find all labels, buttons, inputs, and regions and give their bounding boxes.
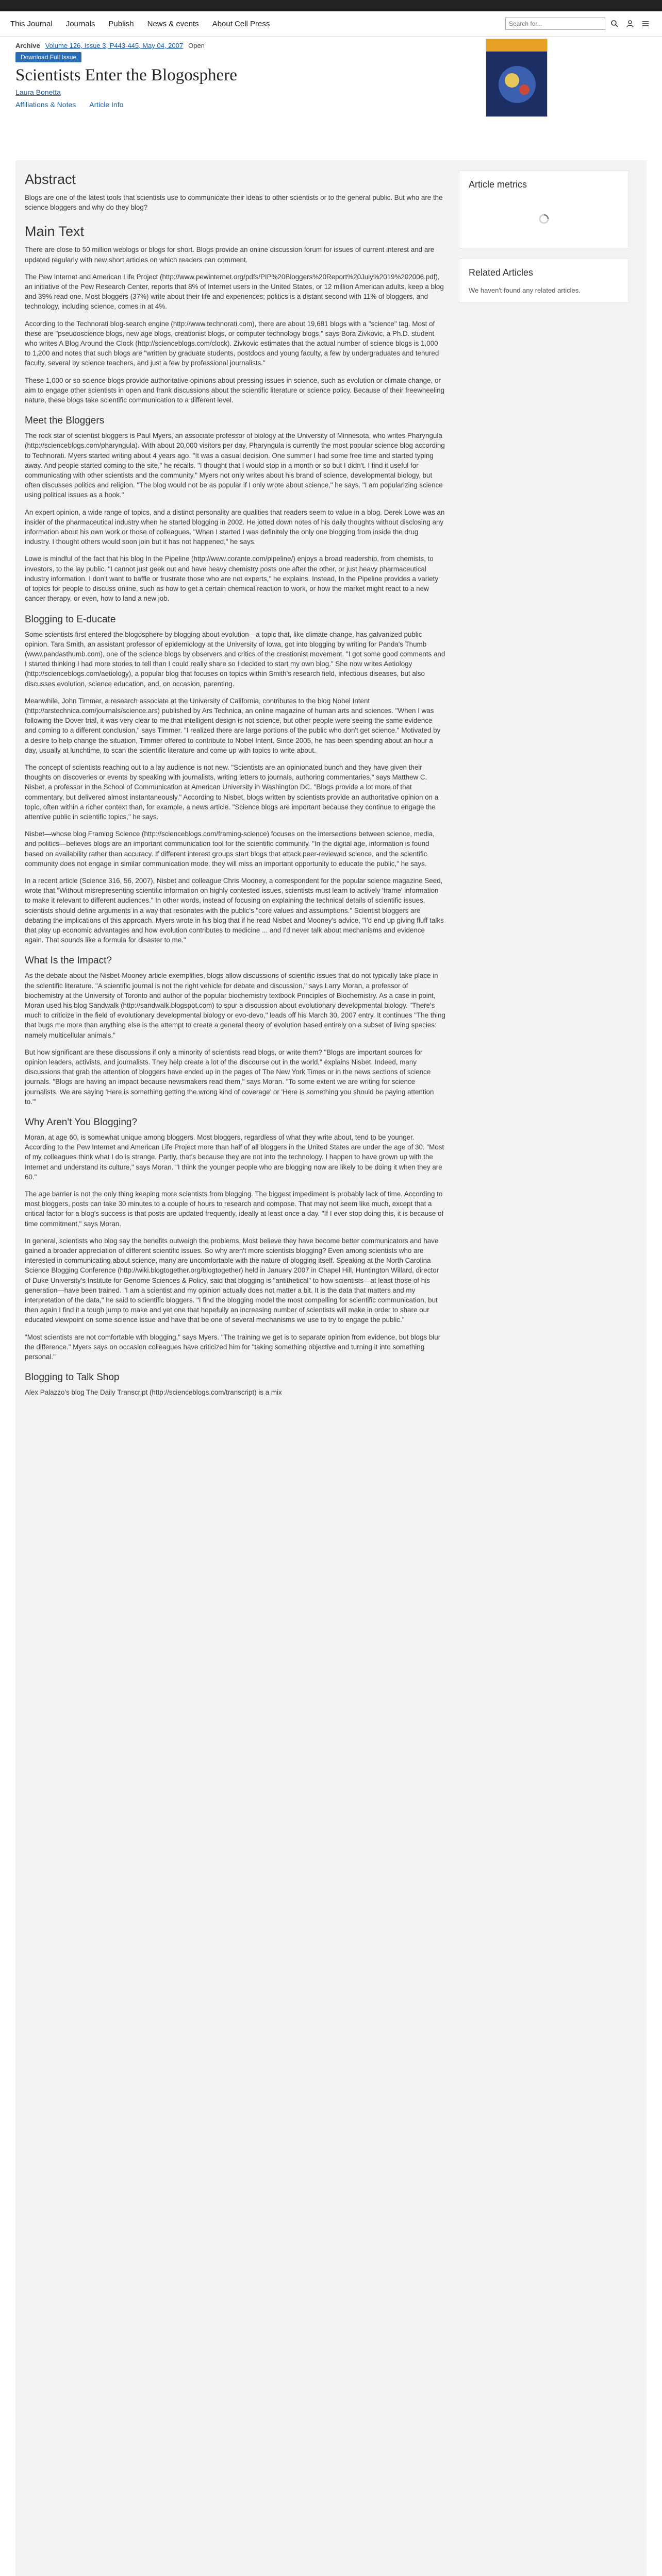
- header-dropdowns: [15, 100, 647, 109]
- search-icon[interactable]: [608, 18, 621, 30]
- article-body: [25, 160, 445, 2576]
- main-para: According to the Technorati blog-search engine (http://www.technorati.com), there are about 19,681 blogs with a "science" tag. Most of these are "pseudoscience blogs, new age blogs, creationist blogs, or computer technology blogs," says Bora Zivkovic, a Ph.D. student who writes A Blog Around the Clock (http://scienceblogs.com/clock). Zivkovic estimates that the actual number of science blogs is 1,000 to 1,200 and notes that such blogs are "written by graduate students, postdocs and young faculty, a few by undergraduates and tenured faculty, several by science teachers, and just a few by professional journalists.": [25, 319, 439, 367]
- section-para: Some scientists first entered the blogosphere by blogging about evolution—a topic that, like climate change, has galvanized public opinion. Tara Smith, an assistant professor of epidemiology at the University of Iowa, got into blogging by writing for Panda's Thumb (www.pandasthumb.com), one of the science blogs by observers and critics of the creationist movement. "I got some good comments and I started thinking I had more stories to tell than I could really share so I decided to start my own blog." She now writes Aetiology (http://scienceblogs.com/aetiology), a popular blog that focuses on topics within Smith's research field, infectious diseases, but also discusses evolution, science education, and, on occasion, parenting.: [25, 630, 445, 688]
- section-heading: Meet the Bloggers: [25, 415, 105, 427]
- menu-icon[interactable]: [639, 18, 652, 30]
- article-header: [0, 37, 662, 160]
- nav-publish[interactable]: Publish: [108, 19, 134, 28]
- section-para: The age barrier is not the only thing keeping more scientists from blogging. The biggest impediment is probably lack of time. According to most bloggers, posts can take 30 minutes to a couple of hours to research and compose. That may not seem like much, except that a critical factor for a blog's success is that posts are updated frequently, ideally at least once a day. "If I ever stop doing this, it is because of time commitment," says Moran.: [25, 1190, 444, 1228]
- search-input[interactable]: [505, 18, 605, 30]
- section-para: But how significant are these discussions if only a minority of scientists read blogs, or write them? "Blogs are important sources for opinion leaders, activists, and journalists. They help create a lot of the discourse out in the world," explains Nisbet. Indeed, many discussions that grab the attention of bloggers have ended up in the pages of The New York Times or in the news sections of science journals. "Blogs are having an impact because newsmakers read them," says Moran. "To some extent we are writing for science journalists. We are saying 'Here is something getting the wrong kind of coverage' or 'Here is something you should be paying attention to.'": [25, 1048, 434, 1106]
- section-para: An expert opinion, a wide range of topics, and a distinct personality are qualities that readers seem to value in a blog. Derek Lowe was an insider of the pharmaceutical industry when he started blogging in 2002. He jotted down notes of his daily thoughts without disclosing any information about his own work or those of colleagues. "When I started I was definitely the only one blogging from inside the drug industry. I thought others would soon join but it has not happened," he says.: [25, 508, 445, 546]
- abstract-text: Blogs are one of the latest tools that scientists use to communicate their ideas to other scientists or to the general public. But who are the science bloggers and why do they blog?: [25, 194, 443, 212]
- section-heading: Blogging to E-ducate: [25, 614, 116, 625]
- section-para: As the debate about the Nisbet-Mooney article exemplifies, blogs allow discussions of scientific issues that do not typically take place in the scientific literature. "A scientific journal is not the right vehicle for debate and discussion," says Larry Moran, a professor of biochemistry at the University of Toronto and author of the popular biochemistry textbook Principles of Biochemistry. As a case in point, Moran used his blog Sandwalk (http://sandwalk.blogspot.com) to spur a discussion about evolutionary developmental biology. "There's much to criticize in the field of evolutionary developmental biology or evo-devo," leads off his March 30, 2007 entry. It continues "The thing that bugs me more than anything else is the attempt to create a general theory of evolution based entirely on a subset of living species: namely multicellular animals.": [25, 972, 445, 1039]
- volume-link[interactable]: Volume 126, Issue 3, P443-445, May 04, 2007: [45, 42, 184, 49]
- download-wrap: [15, 53, 647, 62]
- user-icon[interactable]: [624, 18, 636, 30]
- section-para: Lowe is mindful of the fact that his blog In the Pipeline (http://www.corante.com/pipeline/) enjoys a broad readership, from chemists, to investors, to the lay public. "I cannot just geek out and have heavy chemistry posts one after the other, or just heavy pharmaceutical industry information. I don't want to baffle or frustrate those who are not experts," he explains. Instead, In the Pipeline provides a variety of topics for people to discuss online, such as how to get a certain chemical reaction to work, or how the market might react to a new cancer therapy, or even, how to land a new job.: [25, 555, 439, 603]
- section-para: Nisbet—whose blog Framing Science (http://scienceblogs.com/framing-science) focuses on the intersections between science, media, and politics—believes blogs are an important communication tool for the scientific community. "In the digital age, information is found based on availability rather than accuracy. If different interest groups start blogs that attack peer-reviewed science, and the scientific community does not engage in similar communication mode, they will miss an important opportunity to educate the public," he says.: [25, 830, 435, 868]
- section-para: Meanwhile, John Timmer, a research associate at the University of California, contributes to the blog Nobel Intent (http://arstechnica.com/journals/science.ars) published by Ars Technica, an online magazine of human arts and sciences. "When I was following the Dover trial, it was very clear to me that intelligent design is not science, but other people were seeing the same evidence and coming to a different conclusion," says Timmer. "I realized there are large portions of the public who don't get science." Motivated by a desire to help change the situation, Timmer offered to contribute to Nobel Intent. Since 2005, he has been spending about an hour a day, usually at lunchtime, to scan the scientific literature and come up with topics to write about.: [25, 697, 441, 754]
- nav-news-events[interactable]: News & events: [147, 19, 199, 28]
- article-title: Scientists Enter the Blogosphere: [15, 66, 237, 84]
- search-area: [505, 18, 652, 30]
- section-para: In general, scientists who blog say the benefits outweigh the problems. Most believe they have become better communicators and have gained a broader appreciation of different scientific issues. So why aren't more scientists blogging? Even among scientists who are interested in communicating about science, many are uncomfortable with the nature of blogging itself. Speaking at the North Carolina Science Blogging Conference (http://wiki.blogtogether.org/blogtogether) held in January 2007 in Chapel Hill, Huntington Willard, director of Duke University's Institute for Genome Sciences & Policy, said that blogging is "antithetical" to how scientists—at least those of his generation—have been trained. "I am a scientist and my opinion actually does not matter a bit. It is the data that matters and my interpretation of the data," he said to scientific bloggers. "I find the blogging model the most compelling for scientific communication, but then again I find it a tough jump to make and yet one that hopefully an increasing number of scientists will make in order to share our educated viewpoint on some science issue and have that be one of several mechanisms we use to try to engage the public.": [25, 1236, 439, 1324]
- related-empty-text: We haven't found any related articles.: [469, 286, 581, 294]
- metrics-card: [459, 171, 629, 248]
- site-header: [0, 11, 662, 37]
- section-para: Moran, at age 60, is somewhat unique among bloggers. Most bloggers, regardless of what they write about, tend to be younger. According to the Pew Internet and American Life Project more than half of all bloggers in the United States are under the age of 30. "Most of my colleagues think what I do is strange. Partly, that's because they are not into the technology. I happen to have grown up with the Internet and understand its culture," says Moran. "I think the younger people who are blogging now are likely to be doing it when they are 60.": [25, 1133, 444, 1181]
- right-sidebar: [459, 171, 629, 313]
- top-strip: [0, 0, 662, 11]
- section-para: The rock star of scientist bloggers is Paul Myers, an associate professor of biology at the University of Minnesota, who writes Pharyngula (http://scienceblogs.com/pharyngula). With about 20,000 visitors per day, Pharyngula is currently the most popular science blog according to Technorati. Myers started writing about 4 years ago. "It was a casual decision. One summer I had some free time and started typing away. And people started coming to the site," he recalls. "I thought that I would stop in a month or so but I didn't. I find it useful for communicating with other scientists and the community." Myers not only writes about his brand of science, developmental biology, but often discusses politics and religion. "The blog would not be as popular if I only wrote about science," he says. "I am popularizing science using political issues as a hook.": [25, 432, 445, 499]
- main-text-heading: Main Text: [25, 224, 85, 240]
- nav-journals[interactable]: Journals: [65, 19, 95, 28]
- article-info-toggle[interactable]: Article Info: [89, 100, 124, 109]
- abstract-heading: Abstract: [25, 172, 76, 187]
- section-para: The concept of scientists reaching out to a lay audience is not new. "Scientists are an opinionated bunch and they have given their thoughts on discoveries or events by speaking with journalists, writing letters to journals, authoring commentaries," says Matthew C. Nisbet, a professor in the School of Communication at American University in Washington DC. "Blogs provide a lot more of that commentary, but delivered almost instantaneously." According to Nisbet, blogs written by scientists provide an authoritative opinion on a topic, often within a richer context than, for example, a news article. "Science blogs are important because they continue to engage the attentive public in scientific topics," he says.: [25, 763, 439, 821]
- section-heading: Blogging to Talk Shop: [25, 1372, 120, 1383]
- section-para: In a recent article (Science 316, 56, 2007), Nisbet and colleague Chris Mooney, a correspondent for the popular science magazine Seed, wrote that "Without misrepresenting scientific information on highly contested issues, scientists must learn to actively 'frame' information to make it relevant to different audiences." In other words, instead of focusing on explaining the technical details of scientific issues, scientists should define arguments in a way that resonates with the public's "core values and assumptions." Scientist bloggers are debating the implications of this approach. Myers wrote in his blog that if he read Nisbet and Mooney's advice, "I'd end up giving fluff talks that play up economic advantages and how evolution contributes to medicine ... and I'd never talk about mechanisms and evidence again. That sounds like a formula for disaster to me.": [25, 876, 444, 944]
- download-issue-button[interactable]: Download Full Issue: [15, 52, 81, 62]
- affiliations-toggle[interactable]: Affiliations & Notes: [15, 100, 76, 109]
- section-heading: What Is the Impact?: [25, 955, 112, 967]
- section-para: "Most scientists are not comfortable with blogging," says Myers. "The training we get is to separate opinion from evidence, but blogs blur the difference." Myers says on occasion colleagues have criticized him for "taking something objective and turning it into something personal.": [25, 1333, 441, 1361]
- section-heading: Why Aren't You Blogging?: [25, 1117, 138, 1128]
- main-nav: [10, 20, 270, 28]
- archive-label: Archive: [15, 42, 40, 49]
- author-link[interactable]: Laura Bonetta: [15, 88, 61, 96]
- related-title: Related Articles: [469, 267, 534, 278]
- issue-line: [15, 42, 647, 49]
- loading-spinner-icon: [469, 198, 619, 240]
- related-card: [459, 259, 629, 303]
- nav-this-journal[interactable]: This Journal: [10, 19, 53, 28]
- journal-cover-image[interactable]: [486, 39, 548, 117]
- main-para: There are close to 50 million weblogs or blogs for short. Blogs provide an online discussion forum for issues of current interest and are updated regularly with new short articles on which readers can comment.: [25, 246, 435, 264]
- section-para: Alex Palazzo's blog The Daily Transcript (http://scienceblogs.com/transcript) is a mix: [25, 1388, 282, 1397]
- content-region: [15, 160, 647, 2576]
- main-para: The Pew Internet and American Life Project (http://www.pewinternet.org/pdfs/PIP%20Bloggers%20Report%20July%2019%202006.pdf), an initiative of the Pew Research Center, reports that 8% of Internet users in the United States, or 12 million American adults, keep a blog and 39% read one. Most bloggers (37%) write about their life and experiences; politics is a distant second with 11% of bloggers, and technology, including science, comes in at 4%.: [25, 273, 444, 311]
- nav-about[interactable]: About Cell Press: [212, 19, 270, 28]
- open-label: Open: [188, 42, 205, 49]
- metrics-title: Article metrics: [469, 179, 527, 190]
- main-para: These 1,000 or so science blogs provide authoritative opinions about pressing issues in science, such as evolution or climate change, or aim to engage other scientists in open and frank discussions about the scientific literature or science policy. Because of their freewheeling nature, these blogs take scientific communication to a different level.: [25, 376, 445, 404]
